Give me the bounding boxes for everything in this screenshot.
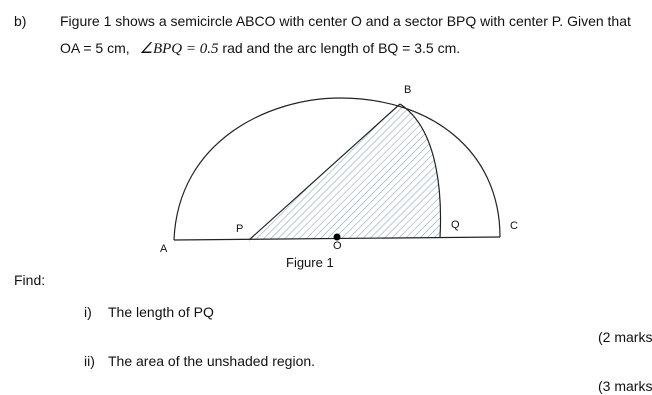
sector-bpq-shaded <box>249 104 441 240</box>
angle-expression: ∠BPQ = 0.5 <box>139 41 219 57</box>
question-line-1: Figure 1 shows a semicircle ABCO with center O and a sector BPQ with center P. Given that <box>60 13 631 29</box>
label-p: P <box>236 223 244 235</box>
figure-caption: Figure 1 <box>286 255 334 270</box>
label-q: Q <box>451 219 460 231</box>
label-c: C <box>510 220 518 232</box>
item-1-number: i) <box>84 304 92 320</box>
label-b: B <box>404 84 412 96</box>
item-2-text: The area of the unshaded region. <box>108 353 316 369</box>
question-oa-given: OA = 5 cm, <box>60 40 130 56</box>
label-o: O <box>333 240 342 252</box>
part-label: b) <box>14 13 27 29</box>
item-1-text: The length of PQ <box>108 304 214 320</box>
label-a: A <box>160 243 168 255</box>
item-2-marks: (3 marks <box>598 378 652 394</box>
item-2-number: ii) <box>84 353 95 369</box>
item-1-marks: (2 marks <box>598 329 652 345</box>
question-line-2-suffix: rad and the arc length of BQ = 3.5 cm. <box>222 40 461 56</box>
find-label: Find: <box>14 272 46 288</box>
